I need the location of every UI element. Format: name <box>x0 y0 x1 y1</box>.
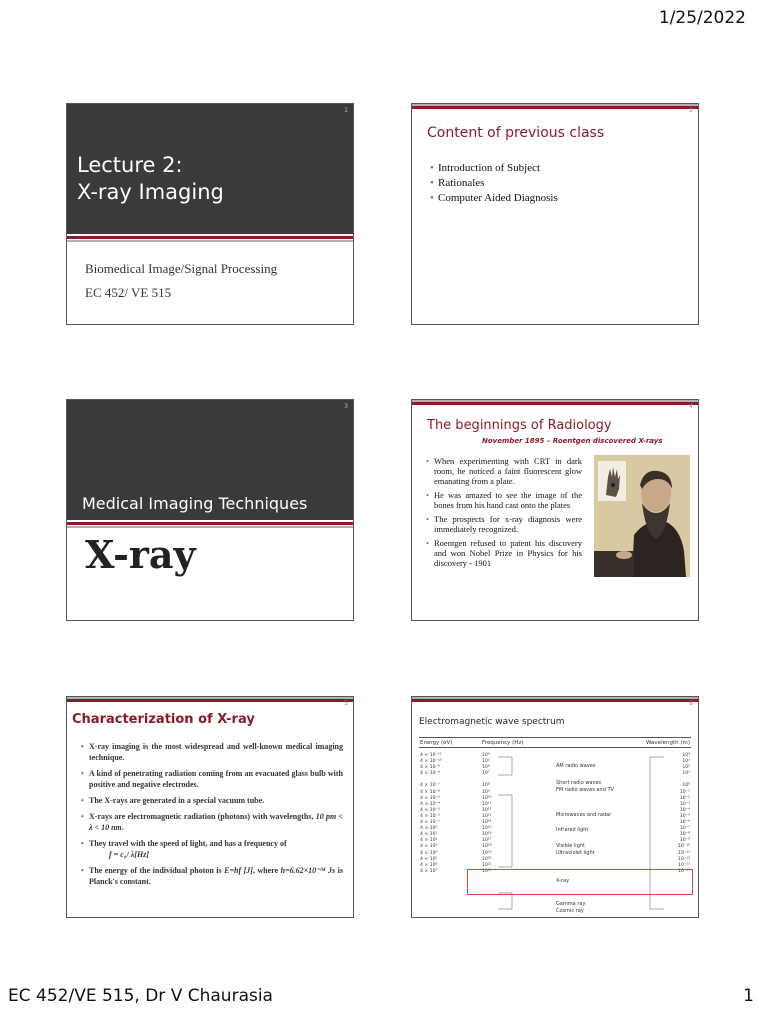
list-item: • X-ray imaging is the most widespread and well-known medical imaging technique. <box>81 741 343 763</box>
spectrum-cell: 10⁻⁹ <box>679 838 690 844</box>
slide-number: 6 <box>689 700 693 707</box>
list-item: • A kind of penetrating radiation coming from an evacuated glass bulb with positive and negative electrodes. <box>81 768 343 790</box>
slide-heading: The beginnings of Radiology <box>427 418 612 433</box>
list-item <box>81 811 343 833</box>
slide-subtitle: Medical Imaging Techniques <box>82 494 308 513</box>
roentgen-photo <box>594 455 690 577</box>
spectrum-cell: 10¹⁸ <box>482 844 492 850</box>
spectrum-cell: 10⁻⁵ <box>679 813 690 819</box>
band-label: Short radio waves <box>556 780 602 786</box>
spectrum-cell: 10⁵ <box>482 759 490 765</box>
slide-subtitle <box>85 257 277 305</box>
spectrum-cell: 10²¹ <box>482 862 492 868</box>
text-run: , where <box>252 866 281 875</box>
band-label: Gamma ray <box>556 901 586 907</box>
list-item: • Rationales <box>430 176 558 191</box>
spectrum-cell: 10²⁰ <box>482 856 492 862</box>
spectrum-cell: 10¹¹ <box>482 801 492 807</box>
spectrum-cell: 10⁰ <box>682 783 690 789</box>
spectrum-cell: 10⁴ <box>682 753 690 758</box>
spectrum-cell: 4 × 10⁻¹ <box>420 820 440 826</box>
spectrum-cell: 4 × 10⁻² <box>420 813 440 819</box>
text-run: is Planck's constant. <box>89 866 343 886</box>
slide-title <box>77 152 224 206</box>
spectrum-cell: 4 × 10⁻⁹ <box>420 765 440 771</box>
spectrum-cell: 10⁻⁶ <box>679 820 690 826</box>
spectrum-title: Electromagnetic wave spectrum <box>419 717 565 727</box>
spectrum-cell: 10⁻⁷ <box>679 826 690 832</box>
slide-heading: Characterization of X-ray <box>72 712 255 727</box>
spectrum-cell: 10⁷ <box>482 771 490 777</box>
bullet-list <box>426 456 582 572</box>
list-item: • Computer Aided Diagnosis <box>430 191 558 206</box>
accent-stripe <box>67 236 353 239</box>
spectrum-cell: 4 × 10⁻⁷ <box>420 783 440 789</box>
spectrum-cell: 10⁴ <box>482 753 490 758</box>
column-header-energy: Energy (eV) <box>420 740 453 746</box>
spectrum-cell: 10⁶ <box>482 765 490 771</box>
band-label: Visible light <box>556 843 586 849</box>
spectrum-cell: 4 × 10² <box>420 838 438 844</box>
spectrum-cell: 10⁻¹⁴ <box>678 868 690 874</box>
band-label: Ultraviolet light <box>556 850 595 856</box>
list-item: • When experimenting with CRT in dark room, he noticed a faint fluorescent glow emanating from a plate. <box>426 456 582 486</box>
spectrum-cell: 4 × 10⁴ <box>420 850 438 856</box>
band-label: X-ray <box>556 878 570 884</box>
spectrum-cell: 10⁸ <box>482 783 490 789</box>
spectrum-cell: 4 × 10⁻⁴ <box>420 801 440 807</box>
spectrum-cell: 10¹⁶ <box>482 832 492 838</box>
footer-page-number: 1 <box>743 986 754 1006</box>
slide-heading: Content of previous class <box>427 125 605 141</box>
band-label: FM radio waves and TV <box>556 787 614 793</box>
slide-3 <box>66 399 354 621</box>
slide-number: 5 <box>344 700 348 707</box>
roentgen-portrait-image <box>594 455 690 577</box>
slide-number: 1 <box>344 107 348 114</box>
text-run: . <box>121 823 124 832</box>
slide-1 <box>66 103 354 325</box>
xray-highlight-box <box>467 869 693 895</box>
list-item: • Roentgen refused to patent his discovery and won Nobel Prize in Physics for his discovery - 1901 <box>426 538 582 568</box>
bullet-list <box>81 741 343 892</box>
page-date: 1/25/2022 <box>658 8 746 28</box>
planck-constant: h=6.62×10⁻³⁴ Js <box>280 866 336 875</box>
list-item: • The prospects for x-ray diagnosis were immediately recognized. <box>426 514 582 534</box>
spectrum-cell: 4 × 10¹ <box>420 832 438 838</box>
accent-stripe <box>412 402 698 405</box>
text-run: They travel with the speed of light, and has a frequency of <box>89 839 287 848</box>
spectrum-cell: 4 × 10⁻⁸ <box>420 771 440 777</box>
band-label: Cosmic ray <box>556 908 584 914</box>
accent-stripe <box>67 240 353 242</box>
accent-stripe <box>67 526 353 528</box>
spectrum-cell: 10⁻¹¹ <box>678 850 690 856</box>
spectrum-cell: 4 × 10⁵ <box>420 856 438 862</box>
text-run: The energy of the individual photon is <box>89 866 225 875</box>
spectrum-cell: 10⁻¹² <box>678 856 690 862</box>
spectrum-cell: 10²² <box>482 868 492 874</box>
slide-4 <box>411 399 699 621</box>
spectrum-cell: 4 × 10⁻¹⁰ <box>420 759 442 765</box>
list-item <box>81 838 343 860</box>
frequency-formula: f = c₀/ λ[Hz] <box>109 850 149 859</box>
slide-number: 4 <box>689 403 693 410</box>
spectrum-cell: 4 × 10⁷ <box>420 868 438 874</box>
title-line: X-ray Imaging <box>77 180 224 204</box>
bullet-list <box>430 161 558 206</box>
spectrum-cell: 10³ <box>682 759 690 765</box>
course-name: Biomedical Image/Signal Processing <box>85 261 278 276</box>
slide-number: 2 <box>689 107 693 114</box>
column-header-wavelength: Wavelength (m) <box>645 740 690 746</box>
spectrum-cell: 10¹⁹ <box>482 850 492 856</box>
spectrum-cell: 4 × 10⁻⁶ <box>420 789 440 795</box>
spectrum-cell: 10¹⁴ <box>482 820 492 826</box>
list-item <box>81 865 343 887</box>
list-item: • Introduction of Subject <box>430 161 558 176</box>
spectrum-cell: 4 × 10⁰ <box>420 826 438 832</box>
band-label: Infrared light <box>556 827 589 833</box>
spectrum-cell: 10⁻¹³ <box>678 862 690 868</box>
spectrum-cell: 4 × 10⁶ <box>420 862 438 868</box>
spectrum-cell: 10⁻⁸ <box>679 832 690 838</box>
footer-course: EC 452/VE 515, Dr V Chaurasia <box>8 986 273 1006</box>
spectrum-cell: 10¹² <box>482 807 492 813</box>
slide-number: 3 <box>344 403 348 410</box>
date-note: November 1895 – Roentgen discovered X-rays <box>482 437 663 445</box>
spectrum-cell: 10⁹ <box>482 789 490 795</box>
accent-stripe <box>412 106 698 109</box>
spectrum-cell: 10⁻³ <box>679 801 690 807</box>
spectrum-cell: 10⁻⁴ <box>679 807 690 813</box>
spectrum-cell: 4 × 10⁻³ <box>420 807 440 813</box>
course-code: EC 452/ VE 515 <box>85 285 172 300</box>
list-item: • He was amazed to see the image of the bones from his hand cast onto the plates <box>426 490 582 510</box>
band-label: AM radio waves <box>556 763 596 769</box>
spectrum-cell: 10¹⁵ <box>482 826 492 832</box>
slide-6 <box>411 696 699 918</box>
slide-2 <box>411 103 699 325</box>
spectrum-cell: 10¹⁷ <box>482 838 492 844</box>
list-item: • The X-rays are generated in a special vacuum tube. <box>81 795 343 806</box>
slide-title: X-ray <box>85 532 196 577</box>
slide-5 <box>66 696 354 918</box>
text-run: X-rays are electromagnetic radiation (photons) with wavelengths, <box>89 812 316 821</box>
title-line: Lecture 2: <box>77 153 183 177</box>
column-header-frequency: Frequency (Hz) <box>482 740 524 746</box>
spectrum-cell: 10¹⁰ <box>482 795 492 801</box>
band-label: Microwaves and radar <box>556 812 612 818</box>
spectrum-cell: 10¹³ <box>482 813 492 819</box>
spectrum-cell: 4 × 10⁻⁵ <box>420 795 440 801</box>
wavelength-range: 10 pm < λ < 10 nm <box>89 812 344 832</box>
spectrum-cell: 4 × 10⁻¹¹ <box>420 753 442 758</box>
spectrum-cell: 10⁻¹⁰ <box>678 844 690 850</box>
spectrum-cell: 10² <box>682 765 690 771</box>
accent-stripe <box>67 699 353 702</box>
spectrum-cell: 10⁻¹ <box>679 789 690 795</box>
spectrum-cell: 10⁻² <box>679 795 690 801</box>
spectrum-cell: 4 × 10³ <box>420 844 438 850</box>
spectrum-cell: 10¹ <box>682 771 690 777</box>
energy-formula: E=hf [J] <box>224 866 253 875</box>
accent-stripe <box>67 522 353 525</box>
